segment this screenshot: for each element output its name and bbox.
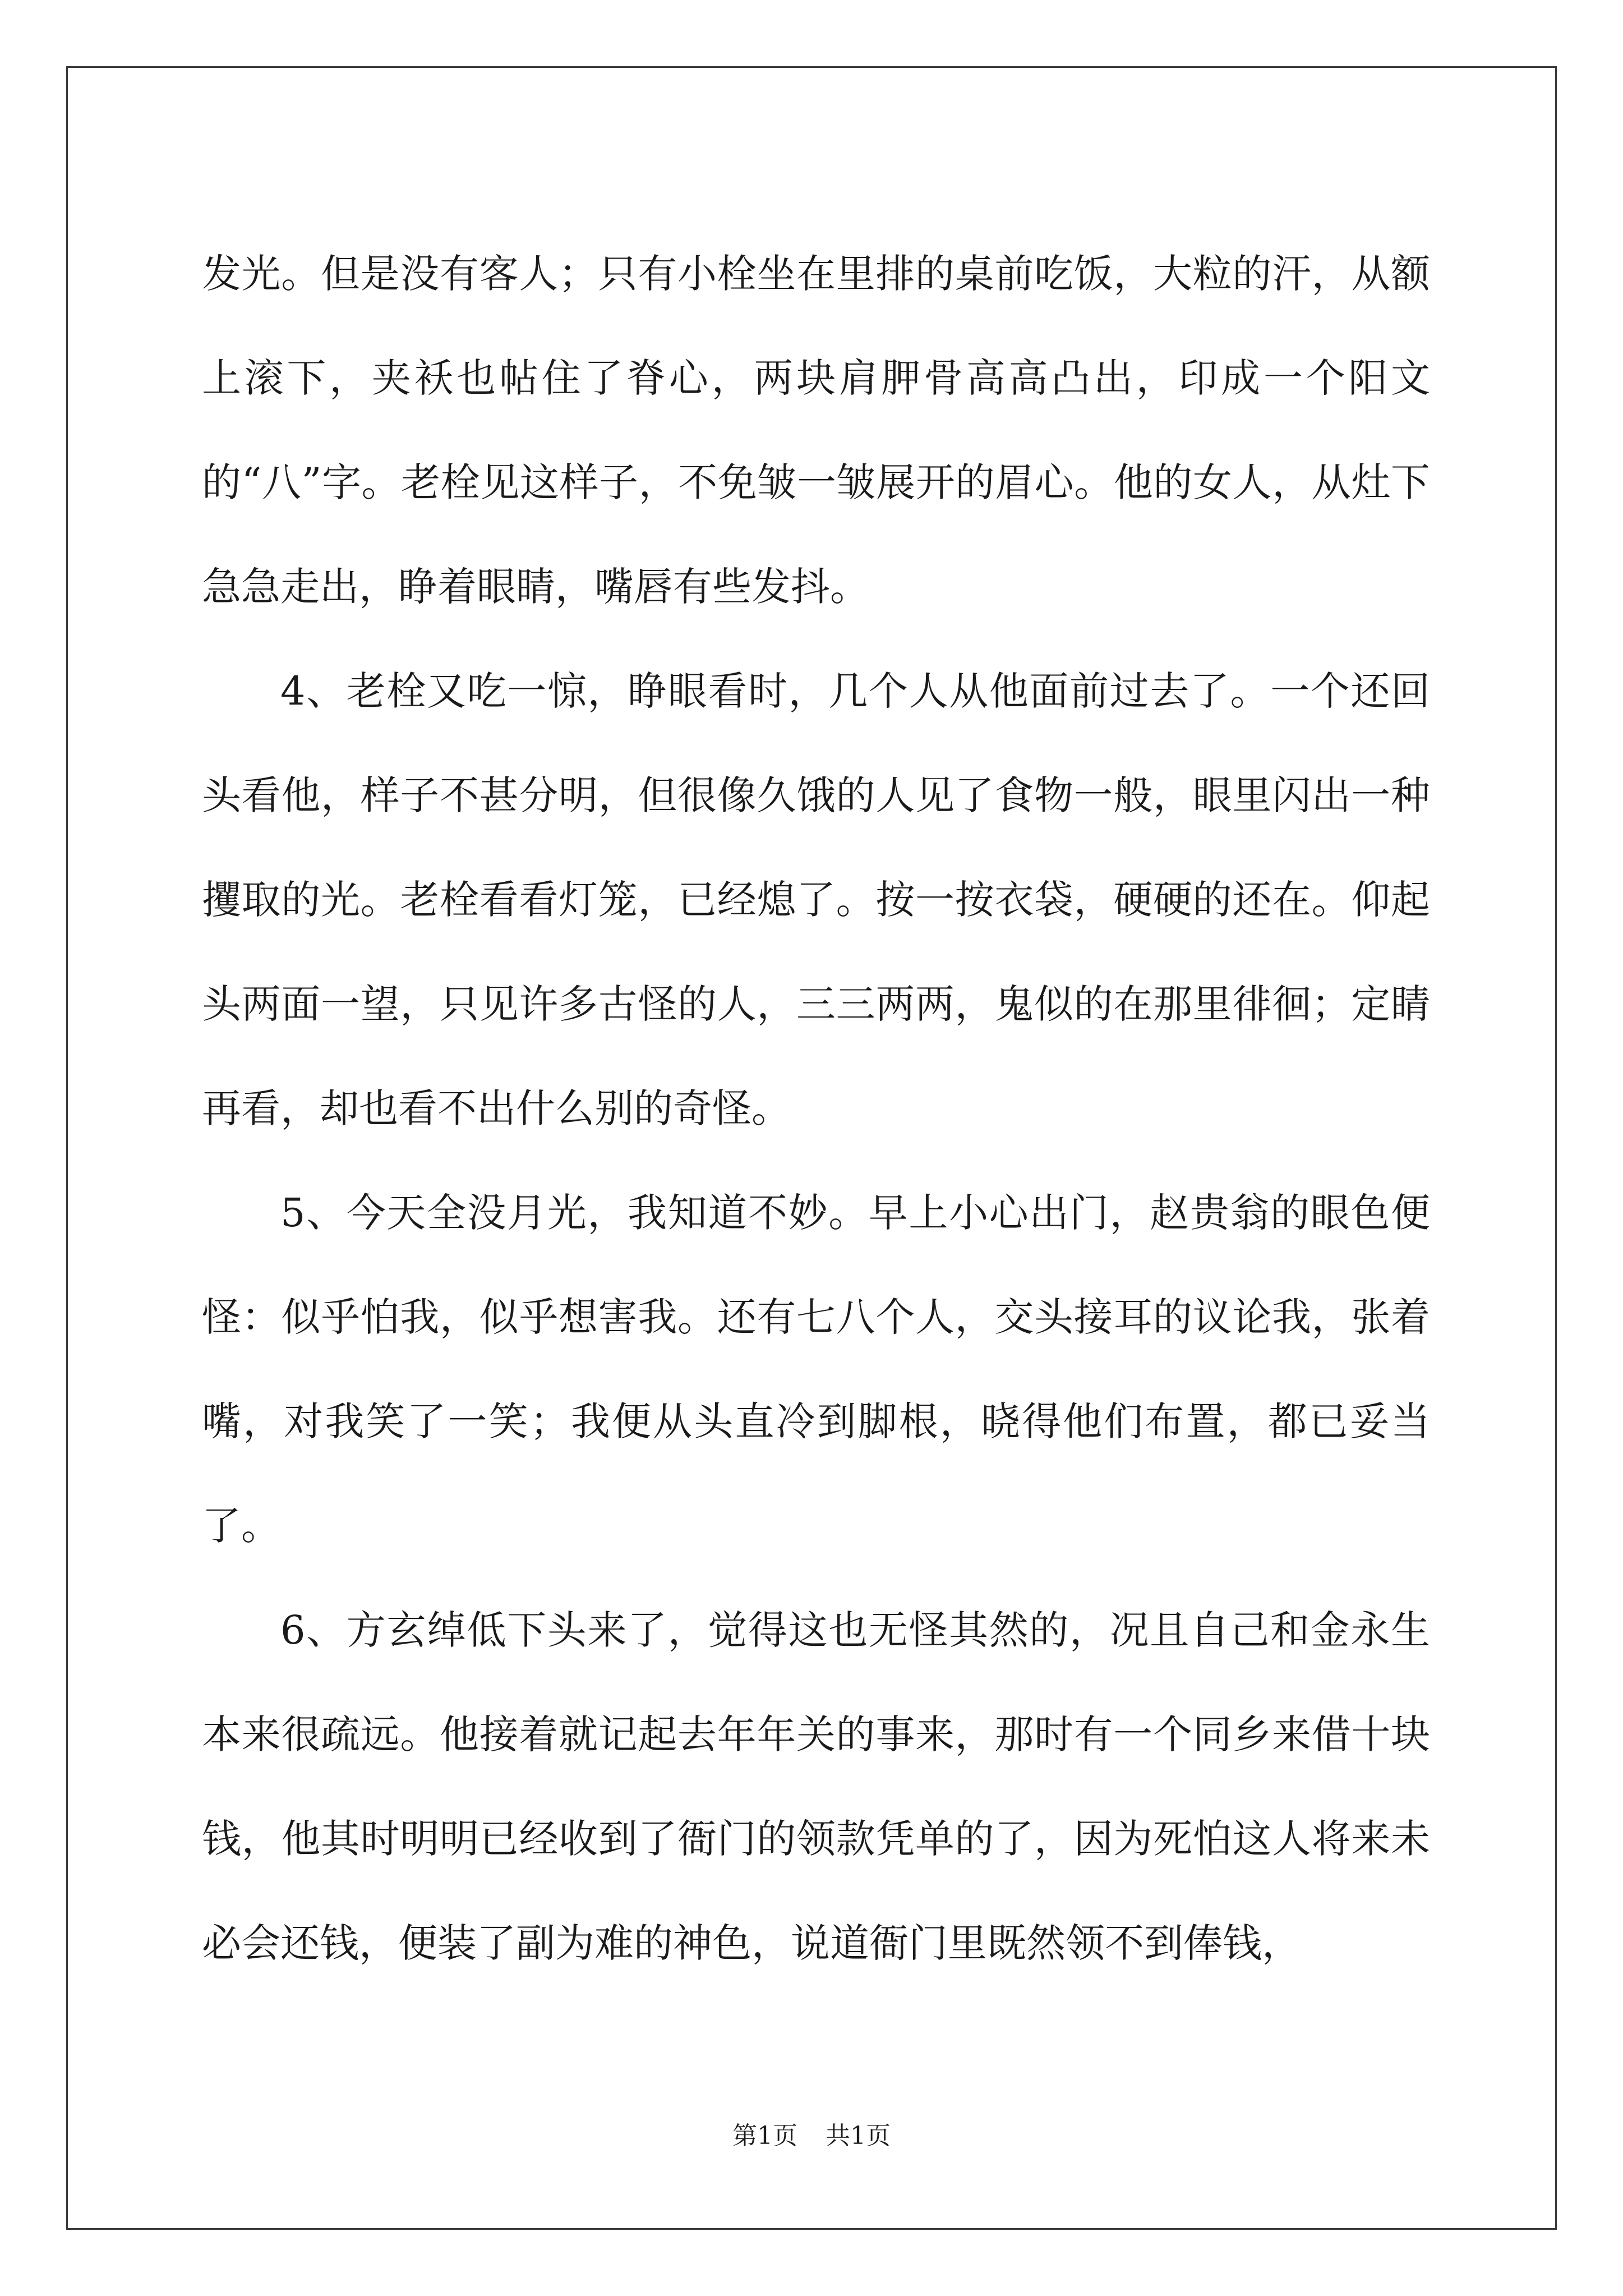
paragraph-6: 6、方玄绰低下头来了，觉得这也无怪其然的，况且自己和金永生本来很疏远。他接着就记起去年年关的事来，那时有一个同乡来借十块钱，他其时明明已经收到了衙门的领款凭单的了，因为死怕这人将来未必会还钱，便装了副为难的神色，说道衙门里既然领不到俸钱， bbox=[202, 1607, 1430, 1966]
paragraph-4: 4、老栓又吃一惊，睁眼看时，几个人从他面前过去了。一个还回头看他，样子不甚分明，但很像久饿的人见了食物一般，眼里闪出一种攫取的光。老栓看看灯笼，已经熄了。按一按衣袋，硬硬的还在。仰起头两面一望，只见许多古怪的人，三三两两，鬼似的在那里徘徊；定睛再看，却也看不出什么别的奇怪。 bbox=[202, 668, 1430, 1131]
page-number: 第1页 bbox=[732, 2122, 797, 2150]
page-footer bbox=[0, 2119, 1623, 2153]
page-total: 共1页 bbox=[826, 2122, 891, 2150]
document-body bbox=[202, 222, 1430, 1995]
paragraph-continued: 发光。但是没有客人；只有小栓坐在里排的桌前吃饭，大粒的汗，从额上滚下，夹袄也帖住了脊心，两块肩胛骨高高凸出，印成一个阳文的“八”字。老栓见这样子，不免皱一皱展开的眉心。他的女人，从灶下急急走出，睁着眼睛，嘴唇有些发抖。 bbox=[202, 251, 1430, 610]
paragraph-5: 5、今天全没月光，我知道不妙。早上小心出门，赵贵翁的眼色便怪：似乎怕我，似乎想害我。还有七八个人，交头接耳的议论我，张着嘴，对我笑了一笑；我便从头直冷到脚根，晓得他们布置，都已妥当了。 bbox=[202, 1190, 1430, 1549]
